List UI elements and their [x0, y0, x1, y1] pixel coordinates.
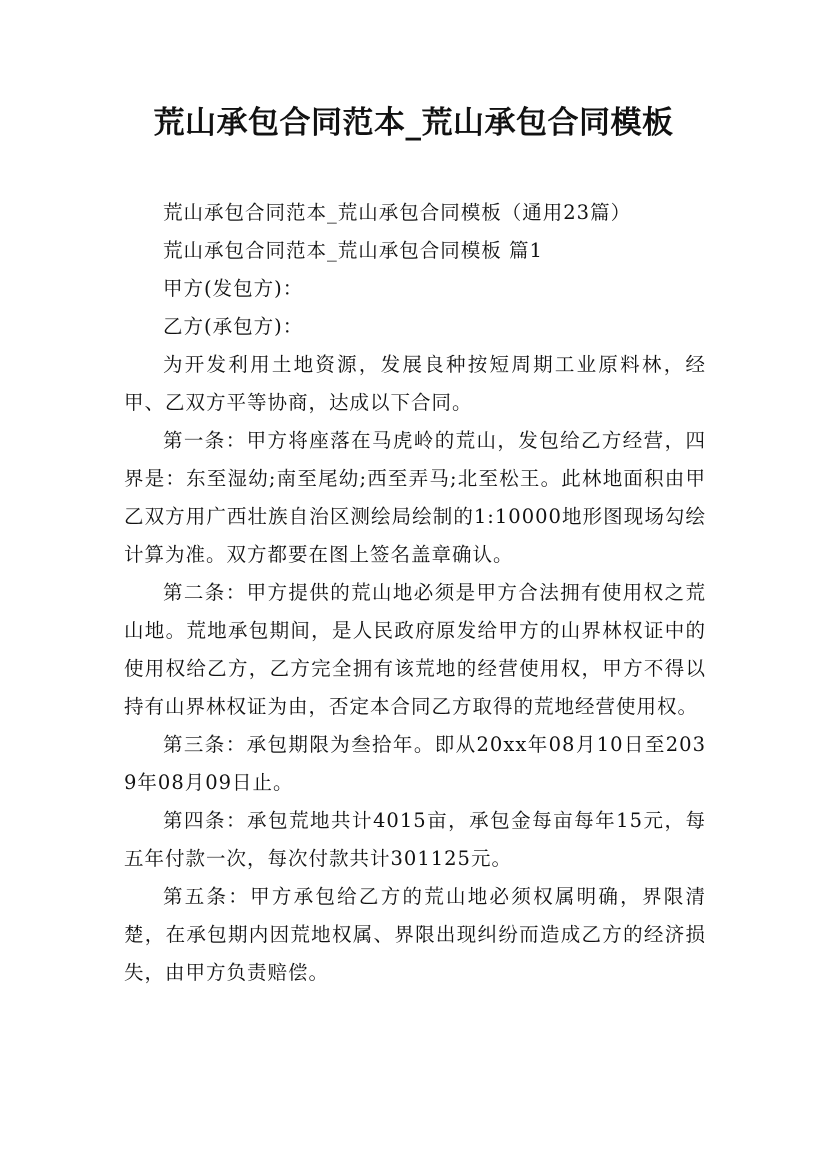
paragraph-party-b: 乙方(承包方)：	[163, 315, 304, 338]
paragraph-article-1: 第一条：甲方将座落在马虎岭的荒山，发包给乙方经营，四界是：东至湿幼;南至尾幼;西至弄马;北至松王。此林地面积由甲乙双方用广西壮族自治区测绘局绘制的1:10000地形图现场勾绘计算为准。双方都要在图上签名盖章确认。	[124, 429, 706, 566]
paragraph-article-5: 第五条：甲方承包给乙方的荒山地必须权属明确，界限清楚，在承包期内因荒地权属、界限出现纠纷而造成乙方的经济损失，由甲方负责赔偿。	[124, 885, 706, 984]
paragraph-party-a: 甲方(发包方)：	[163, 277, 304, 300]
paragraph-article-2: 第二条：甲方提供的荒山地必须是甲方合法拥有使用权之荒山地。荒地承包期间，是人民政府原发给甲方的山界林权证中的使用权给乙方，乙方完全拥有该荒地的经营使用权，甲方不得以持有山界林权证为由，否定本合同乙方取得的荒地经营使用权。	[124, 581, 706, 718]
paragraph-preamble: 为开发利用土地资源，发展良种按短周期工业原料林，经甲、乙双方平等协商，达成以下合同。	[124, 353, 706, 414]
paragraph-article-3: 第三条：承包期限为叁拾年。即从20xx年08月10日至2039年08月09日止。	[124, 733, 706, 794]
paragraph-subtitle: 荒山承包合同范本_荒山承包合同模板（通用23篇）	[163, 201, 632, 224]
document-body	[124, 194, 706, 992]
paragraph-section-heading: 荒山承包合同范本_荒山承包合同模板 篇1	[163, 239, 543, 262]
document-title: 荒山承包合同范本_荒山承包合同模板	[153, 105, 674, 141]
paragraph-article-4: 第四条：承包荒地共计4015亩，承包金每亩每年15元，每五年付款一次，每次付款共计301125元。	[124, 809, 706, 870]
